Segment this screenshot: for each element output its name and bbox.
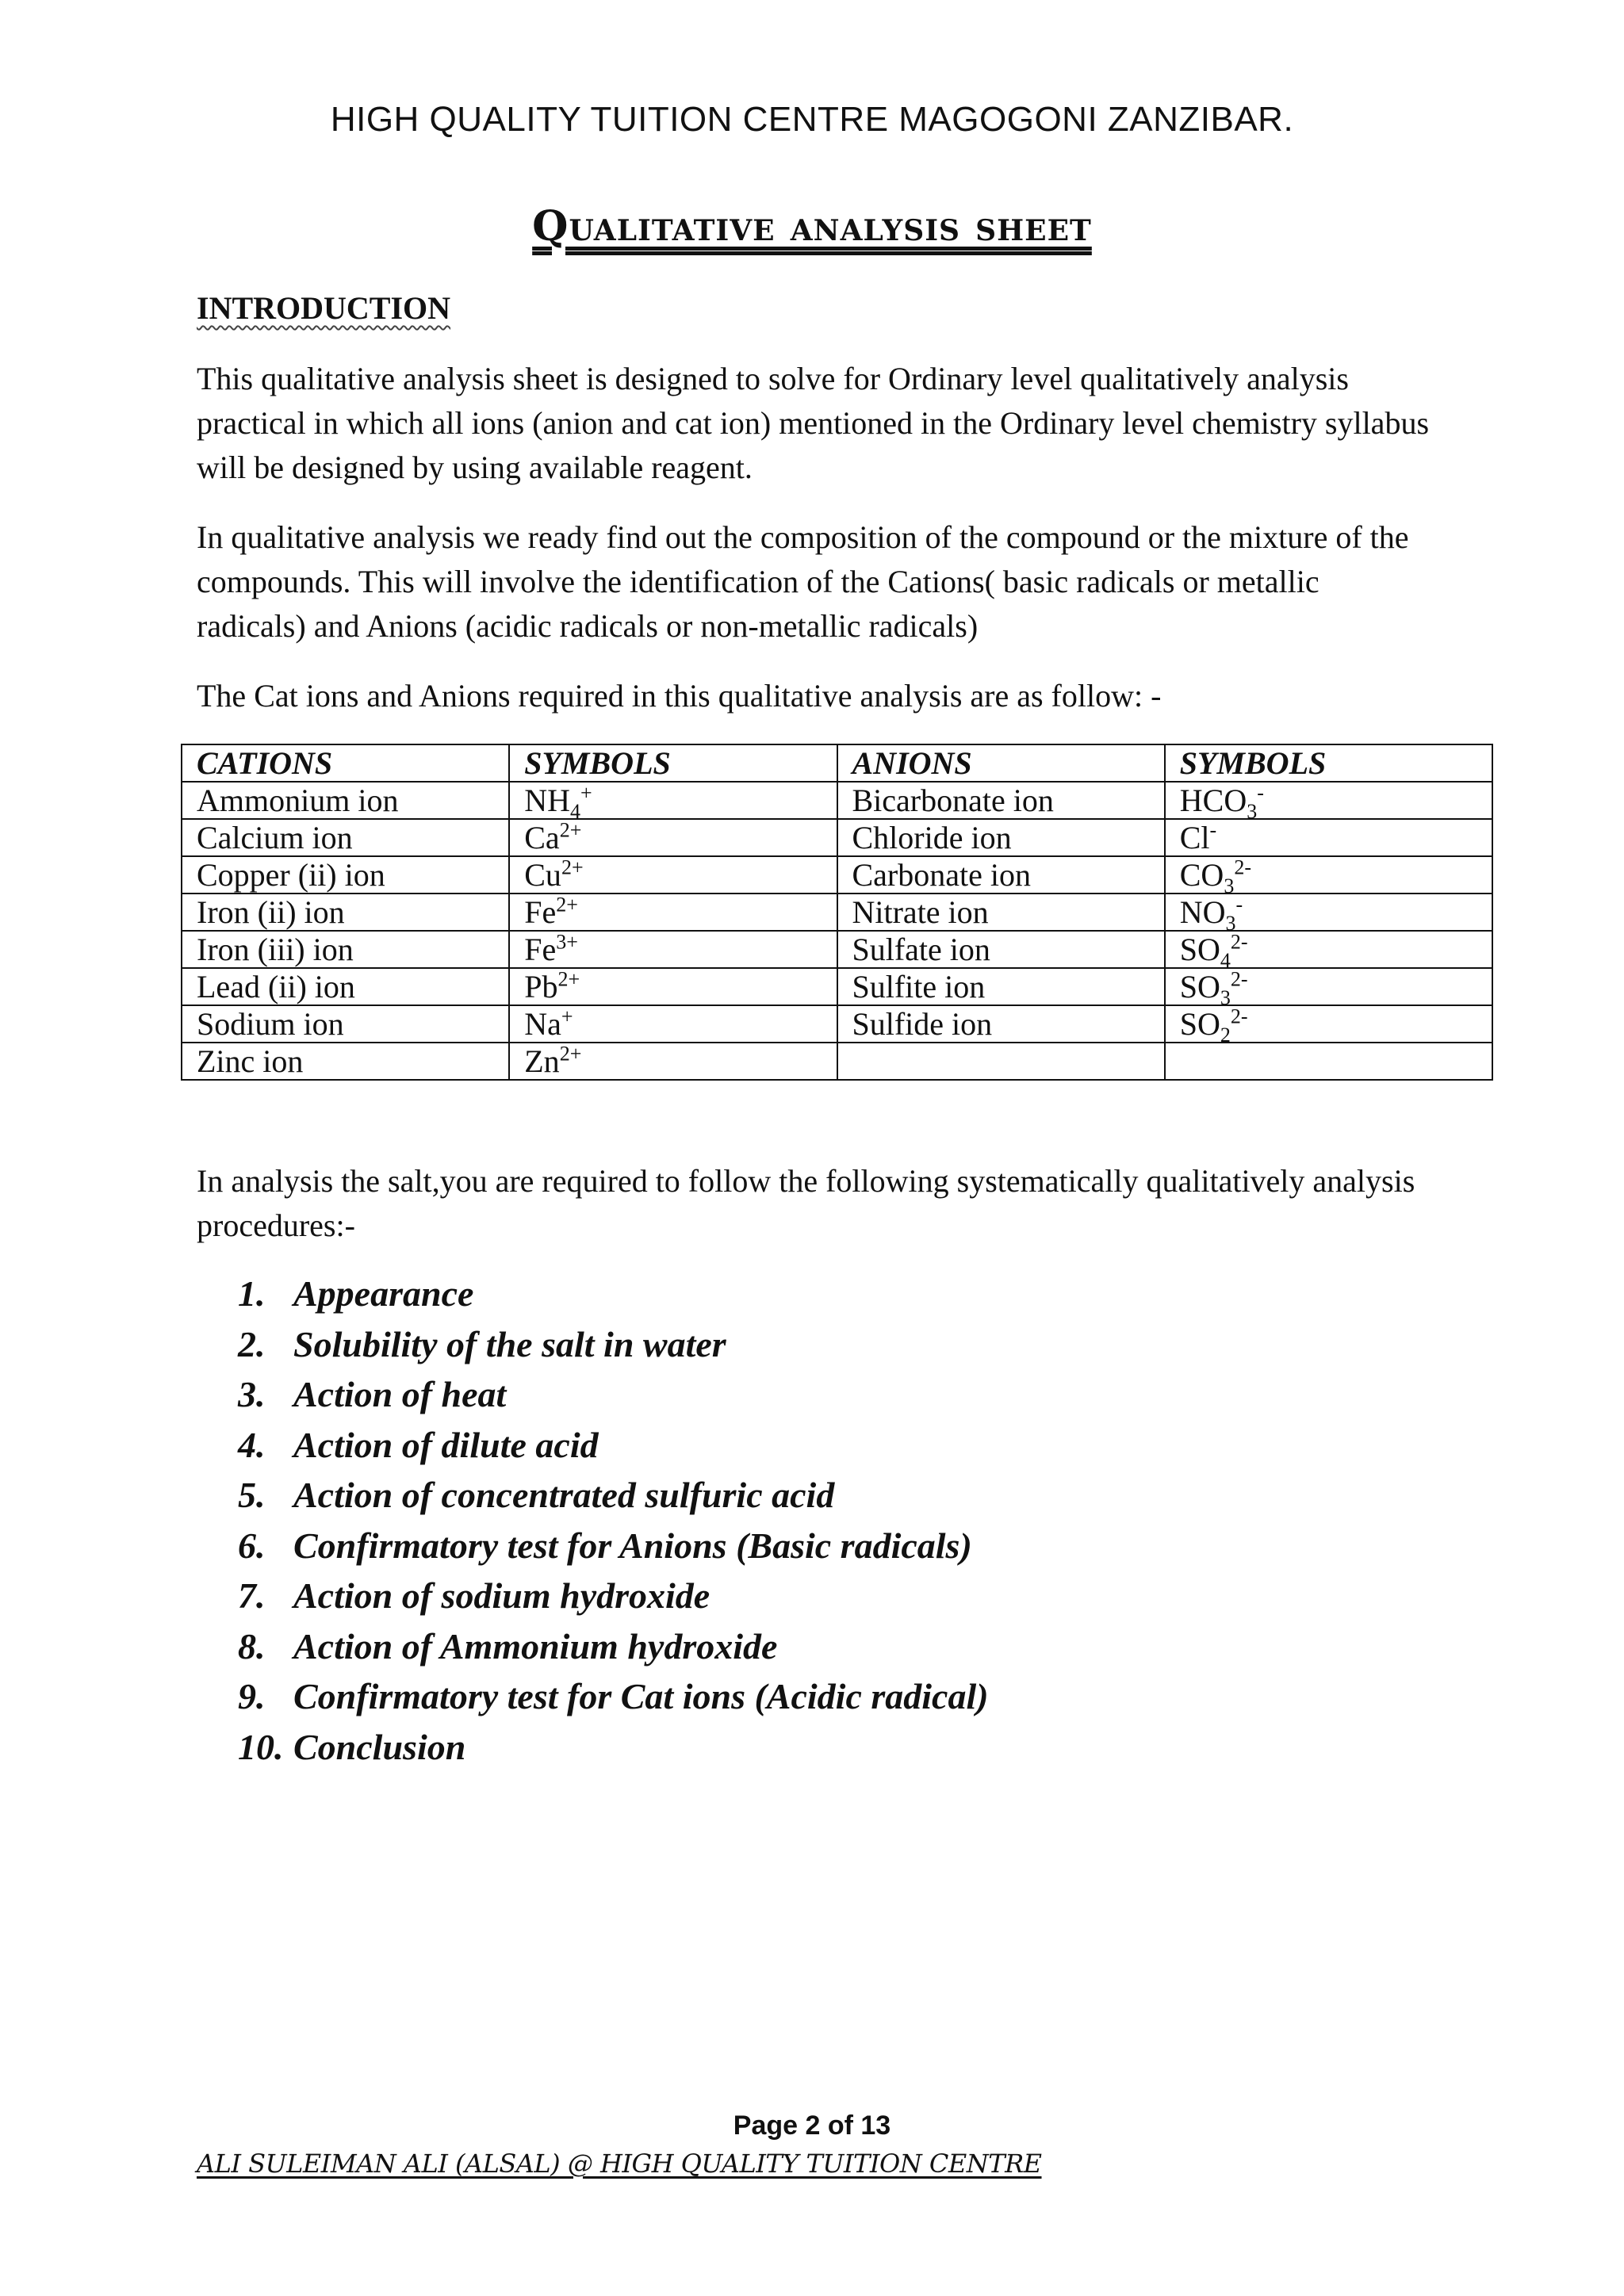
- symbol-subscript: 3: [1247, 800, 1258, 823]
- sheet-title: [0, 202, 1624, 251]
- symbol-charge: 2+: [559, 818, 582, 842]
- anion-name: Bicarbonate ion: [837, 782, 1165, 819]
- symbol-charge: 2+: [559, 1042, 582, 1066]
- symbol-charge: 2-: [1230, 1004, 1248, 1028]
- table-row: [182, 968, 1492, 1005]
- symbol-base: SO: [1179, 969, 1220, 1004]
- symbol-base: Na: [524, 1006, 561, 1042]
- table-row: [182, 931, 1492, 968]
- symbol-subscript: 4: [1220, 949, 1231, 972]
- introduction-heading: INTRODUCTION: [197, 290, 451, 326]
- cation-symbol: [509, 781, 837, 823]
- symbol-base: NO: [1179, 894, 1226, 930]
- list-item: [238, 1521, 989, 1571]
- anion-name: Nitrate ion: [837, 894, 1165, 931]
- cation-name: Zinc ion: [182, 1043, 509, 1080]
- list-item: [238, 1319, 989, 1370]
- ions-table-header-row: [182, 744, 1492, 782]
- cation-name: Copper (ii) ion: [182, 856, 509, 894]
- symbol-base: Pb: [524, 969, 558, 1004]
- document-header: HIGH QUALITY TUITION CENTRE MAGOGONI ZANZIBAR.: [330, 100, 1294, 139]
- anion-symbol: [1165, 967, 1492, 1009]
- symbol-base: Fe: [524, 894, 557, 930]
- table-row: [182, 782, 1492, 819]
- list-item: [238, 1722, 989, 1773]
- cation-symbol: [509, 894, 837, 931]
- symbol-base: SO: [1179, 1006, 1220, 1042]
- anion-name: Sulfite ion: [837, 968, 1165, 1005]
- step-number: 7.: [238, 1575, 266, 1616]
- anion-symbol: [1165, 1043, 1492, 1080]
- list-item: [238, 1571, 989, 1621]
- anion-name: Sulfate ion: [837, 931, 1165, 968]
- symbol-charge: 2+: [557, 967, 580, 991]
- ions-table-body: [182, 782, 1492, 1080]
- cation-symbol: [509, 968, 837, 1005]
- symbol-charge: +: [561, 1004, 573, 1028]
- anion-symbol: [1165, 1004, 1492, 1047]
- step-text: Appearance: [293, 1273, 474, 1314]
- table-row: [182, 1005, 1492, 1043]
- step-text: Conclusion: [293, 1726, 466, 1767]
- list-item: [238, 1269, 989, 1319]
- step-text: Solubility of the salt in water: [293, 1323, 726, 1364]
- step-text: Action of sodium hydroxide: [293, 1575, 710, 1616]
- symbol-base: Ca: [524, 820, 560, 855]
- step-text: Confirmatory test for Anions (Basic radicals): [293, 1525, 972, 1566]
- symbol-charge: -: [1209, 818, 1217, 842]
- symbol-charge: 3+: [556, 930, 578, 954]
- step-number: 10.: [238, 1726, 284, 1767]
- header-anions: ANIONS: [837, 744, 1165, 782]
- intro-paragraph-2: In qualitative analysis we ready find out the composition of the compound or the mixture of the compounds. This will involve the identification of the Cations( basic radicals or metallic radicals) and Anions (acidic radicals or non-metallic radicals): [197, 519, 1409, 644]
- symbol-base: SO: [1179, 932, 1220, 967]
- list-item: [238, 1470, 989, 1521]
- symbol-base: Fe: [524, 932, 557, 967]
- anion-name: Sulfide ion: [837, 1005, 1165, 1043]
- symbol-charge: +: [580, 781, 592, 805]
- symbol-charge: -: [1235, 893, 1243, 916]
- symbol-subscript: 3: [1224, 874, 1235, 897]
- symbol-base: HCO: [1179, 783, 1247, 818]
- step-text: Action of heat: [293, 1374, 507, 1414]
- symbol-charge: -: [1257, 781, 1264, 805]
- list-item: [238, 1420, 989, 1471]
- list-item: [238, 1369, 989, 1420]
- footer-credit: ALI SULEIMAN ALI (ALSAL) @ HIGH QUALITY TUITION CENTRE: [197, 2149, 1042, 2179]
- procedure-intro-paragraph: In analysis the salt,you are required to follow the following systematically qualitatively analysis procedures:-: [197, 1163, 1415, 1243]
- symbol-charge: 2+: [556, 893, 578, 916]
- intro-paragraph-1: This qualitative analysis sheet is designed to solve for Ordinary level qualitatively analysis practical in which all ions (anion and cat ion) mentioned in the Ordinary level chemistry syllabus will be designed by using available reagent.: [197, 361, 1430, 485]
- symbol-charge: 2-: [1230, 967, 1248, 991]
- step-number: 5.: [238, 1475, 266, 1515]
- symbol-base: NH: [524, 783, 571, 818]
- cation-name: Sodium ion: [182, 1005, 509, 1043]
- step-text: Confirmatory test for Cat ions (Acidic radical): [293, 1676, 989, 1716]
- cation-symbol: [509, 1043, 837, 1080]
- symbol-base: Cl: [1179, 820, 1210, 855]
- step-number: 1.: [238, 1273, 266, 1314]
- step-number: 4.: [238, 1424, 266, 1465]
- step-text: Action of dilute acid: [293, 1424, 599, 1465]
- anion-name: Carbonate ion: [837, 856, 1165, 894]
- symbol-subscript: 3: [1225, 912, 1236, 935]
- step-number: 2.: [238, 1323, 266, 1364]
- step-number: 3.: [238, 1374, 266, 1414]
- list-item: [238, 1621, 989, 1672]
- step-number: 8.: [238, 1625, 266, 1667]
- ions-table: [181, 744, 1493, 1081]
- anion-name: [837, 1043, 1165, 1080]
- intro-paragraph-3: The Cat ions and Anions required in this qualitative analysis are as follow: -: [197, 678, 1162, 714]
- symbol-base: CO: [1179, 857, 1224, 893]
- list-item: [238, 1671, 989, 1722]
- anion-symbol: [1165, 893, 1492, 935]
- symbol-charge: 2-: [1230, 930, 1248, 954]
- symbol-subscript: 2: [1220, 1024, 1231, 1047]
- cation-name: Lead (ii) ion: [182, 968, 509, 1005]
- anion-symbol: [1165, 819, 1492, 856]
- header-cation-symbols: SYMBOLS: [509, 744, 837, 782]
- cation-symbol: [509, 1005, 837, 1043]
- page-number: Page 2 of 13: [733, 2110, 891, 2141]
- header-cations: CATIONS: [182, 744, 509, 782]
- symbol-charge: 2+: [561, 855, 584, 879]
- symbol-charge: 2-: [1234, 855, 1251, 879]
- symbol-subscript: 4: [570, 800, 581, 823]
- table-row: [182, 856, 1492, 894]
- anion-symbol: [1165, 781, 1492, 823]
- header-anion-symbols: SYMBOLS: [1165, 744, 1492, 782]
- sheet-title-text: Qualitative analysis sheet: [532, 202, 1092, 251]
- step-text: Action of Ammonium hydroxide: [293, 1625, 778, 1667]
- symbol-base: Cu: [524, 857, 561, 893]
- table-row: [182, 894, 1492, 931]
- step-number: 6.: [238, 1525, 266, 1566]
- anion-name: Chloride ion: [837, 819, 1165, 856]
- procedure-list: [238, 1269, 989, 1772]
- symbol-base: Zn: [524, 1043, 560, 1079]
- cation-name: Ammonium ion: [182, 782, 509, 819]
- cation-symbol: [509, 856, 837, 894]
- symbol-subscript: 3: [1220, 986, 1231, 1009]
- cation-symbol: [509, 931, 837, 968]
- anion-symbol: [1165, 855, 1492, 897]
- cation-name: Iron (ii) ion: [182, 894, 509, 931]
- step-number: 9.: [238, 1676, 266, 1716]
- table-row: [182, 1043, 1492, 1080]
- table-row: [182, 819, 1492, 856]
- cation-name: Iron (iii) ion: [182, 931, 509, 968]
- cation-symbol: [509, 819, 837, 856]
- step-text: Action of concentrated sulfuric acid: [293, 1475, 835, 1515]
- cation-name: Calcium ion: [182, 819, 509, 856]
- anion-symbol: [1165, 930, 1492, 972]
